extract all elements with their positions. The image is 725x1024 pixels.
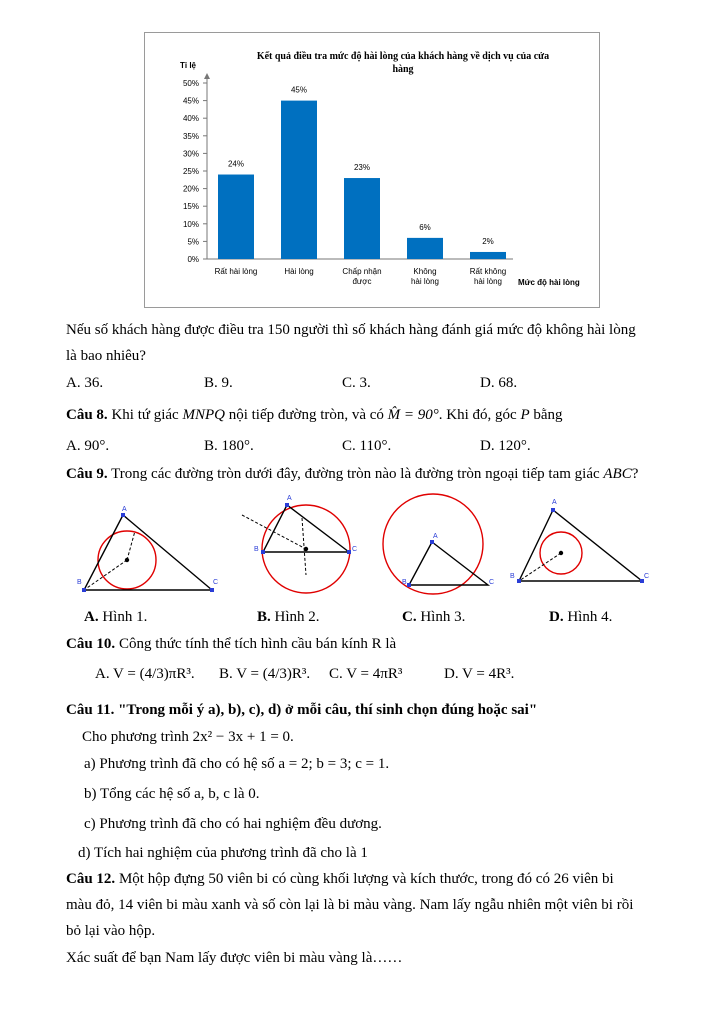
q9-option-a: A. Hình 1. [84, 609, 148, 625]
chart-y-tick-label: 5% [187, 237, 199, 247]
chart-data-label: 45% [290, 85, 308, 95]
chart-data-label: 2% [482, 236, 494, 246]
q10-text: Công thức tính thể tích hình cầu bán kính R là [118, 636, 397, 652]
q9-question [66, 464, 638, 484]
chart-y-tick-label: 50% [182, 79, 199, 88]
chart-data-label: 6% [419, 222, 431, 232]
chart-category-label: Không [413, 267, 437, 276]
q8-text-c: . Khi đó, góc [438, 407, 517, 423]
q10-option-b: B. V = (4/3)R³. [219, 666, 311, 682]
q10-option-c: C. V = 4πR³ [329, 666, 403, 682]
q7-option-d: D. 68. [480, 375, 518, 391]
q12-label: Câu 12. [66, 871, 116, 887]
q8-option-a: A. 90°. [66, 438, 110, 454]
fig3-label-c: C [489, 579, 495, 586]
q9-option-b: B. Hình 2. [257, 609, 320, 625]
q8-var: P [520, 407, 530, 423]
figure-3-circle [378, 492, 498, 600]
chart-bar [218, 175, 254, 259]
fig3-label-a: A [433, 533, 438, 540]
chart-bar [407, 238, 443, 259]
q11-item-a: a) Phương trình đã cho có hệ số a = 2; b = 3; c = 1. [84, 756, 390, 772]
q10-option-d: D. V = 4R³. [444, 666, 515, 682]
q10-label: Câu 10. [66, 636, 116, 652]
fig2-label-c: C [352, 546, 358, 553]
q9-text: Trong các đường tròn dưới đây, đường tròn nào là đường tròn ngoại tiếp tam giác [111, 466, 600, 482]
q12-line4: Xác suất để bạn Nam lấy được viên bi màu vàng là…… [66, 950, 403, 966]
chart-category-label: Rất không [469, 267, 507, 276]
chart-canvas [145, 33, 601, 309]
fig3-label-b: B [402, 579, 407, 586]
chart-bar [470, 252, 506, 259]
q11-item-c: c) Phương trình đã cho có hai nghiệm đều dương. [84, 816, 382, 832]
fig1-label-a: A [122, 506, 127, 513]
q7-text-line1: Nếu số khách hàng được điều tra 150 người thì số khách hàng đánh giá mức độ không hài lòng [66, 322, 636, 338]
chart-y-tick-label: 25% [182, 167, 199, 176]
q8-text-d: bằng [533, 407, 563, 423]
chart-y-tick-label: 10% [182, 219, 199, 229]
q11-label: Câu 11. "Trong mỗi ý a), b), c), d) ở mỗi câu, thí sinh chọn đúng hoặc sai" [66, 702, 538, 718]
q8-text-b: nội tiếp đường tròn, và có [228, 407, 384, 423]
q8-label: Câu 8. [66, 407, 108, 423]
q7-option-b: B. 9. [204, 375, 233, 391]
fig4-label-b: B [510, 573, 515, 580]
chart-y-axis-arrow [204, 73, 210, 79]
chart-title-line2: hàng [392, 64, 414, 75]
q7-option-a: A. 36. [66, 375, 104, 391]
chart-category-label: được [352, 277, 372, 286]
q8-option-d: D. 120°. [480, 438, 531, 454]
q7-text-line2: là bao nhiêu? [66, 348, 146, 364]
chart-title-line1: Kết quả điều tra mức độ hài lòng của khách hàng về dịch vụ của cửa [256, 51, 550, 62]
chart-data-label: 23% [353, 163, 371, 173]
q11-item-b: b) Tổng các hệ số a, b, c là 0. [84, 786, 260, 802]
chart-y-tick-label: 40% [182, 114, 199, 124]
fig1-label-b: B [77, 579, 82, 586]
chart-y-tick-label: 0% [187, 255, 199, 264]
survey-bar-chart [144, 32, 600, 308]
figure-4-circle [506, 494, 656, 594]
chart-y-tick-label: 45% [182, 96, 199, 106]
chart-category-label: hài lòng [473, 277, 503, 286]
chart-category-label: Hài lòng [284, 267, 314, 276]
chart-category-label: hài lòng [410, 277, 440, 286]
q11-intro: Cho phương trình 2x² − 3x + 1 = 0. [82, 729, 294, 745]
chart-y-tick-label: 30% [182, 149, 199, 159]
q10-question [66, 634, 396, 654]
chart-category-label: Chấp nhận [342, 267, 382, 276]
q8-option-c: C. 110°. [342, 438, 392, 454]
chart-y-tick-label: 35% [182, 131, 199, 141]
chart-x-label: Mức độ hài lòng [518, 278, 580, 287]
q8-angle: M̂ = 90° [387, 407, 439, 423]
q9-label: Câu 9. [66, 466, 108, 482]
q10-option-a: A. V = (4/3)πR³. [95, 666, 195, 682]
figure-1-incircle [70, 500, 230, 600]
chart-y-tick-label: 15% [182, 202, 199, 212]
q12-line3: bỏ lại vào hộp. [66, 923, 156, 939]
chart-category-label: Rất hài lòng [214, 267, 258, 276]
q9-triangle: ABC [603, 466, 632, 482]
q8-question [66, 405, 563, 425]
figure-2-circumcircle [236, 490, 366, 600]
fig1-label-c: C [213, 579, 219, 586]
chart-y-tick-label: 20% [182, 184, 199, 194]
chart-bar [281, 101, 317, 259]
chart-y-label: Tỉ lệ [180, 61, 197, 70]
q12-text-1: Một hộp đựng 50 viên bi có cùng khối lượng và kích thước, trong đó có 26 viên bi [118, 871, 614, 887]
q9-option-d: D. Hình 4. [549, 609, 613, 625]
q8-quad: MNPQ [182, 407, 225, 423]
q9-qmark: ? [631, 466, 639, 482]
chart-bar [344, 178, 380, 259]
q12-line2: màu đỏ, 14 viên bi màu xanh và số còn lại là bi màu vàng. Nam lấy ngẫu nhiên một viên bi rồi [66, 897, 634, 913]
q7-option-c: C. 3. [342, 375, 371, 391]
q8-text-a: Khi tứ giác [111, 407, 179, 423]
fig4-label-c: C [644, 573, 650, 580]
fig2-label-b: B [254, 546, 259, 553]
fig2-label-a: A [287, 495, 292, 502]
q9-option-c: C. Hình 3. [402, 609, 466, 625]
q12-line1 [66, 869, 614, 889]
q11-item-d: d) Tích hai nghiệm của phương trình đã cho là 1 [78, 845, 368, 861]
fig4-label-a: A [552, 499, 557, 506]
chart-data-label: 24% [227, 159, 245, 169]
q8-option-b: B. 180°. [204, 438, 254, 454]
